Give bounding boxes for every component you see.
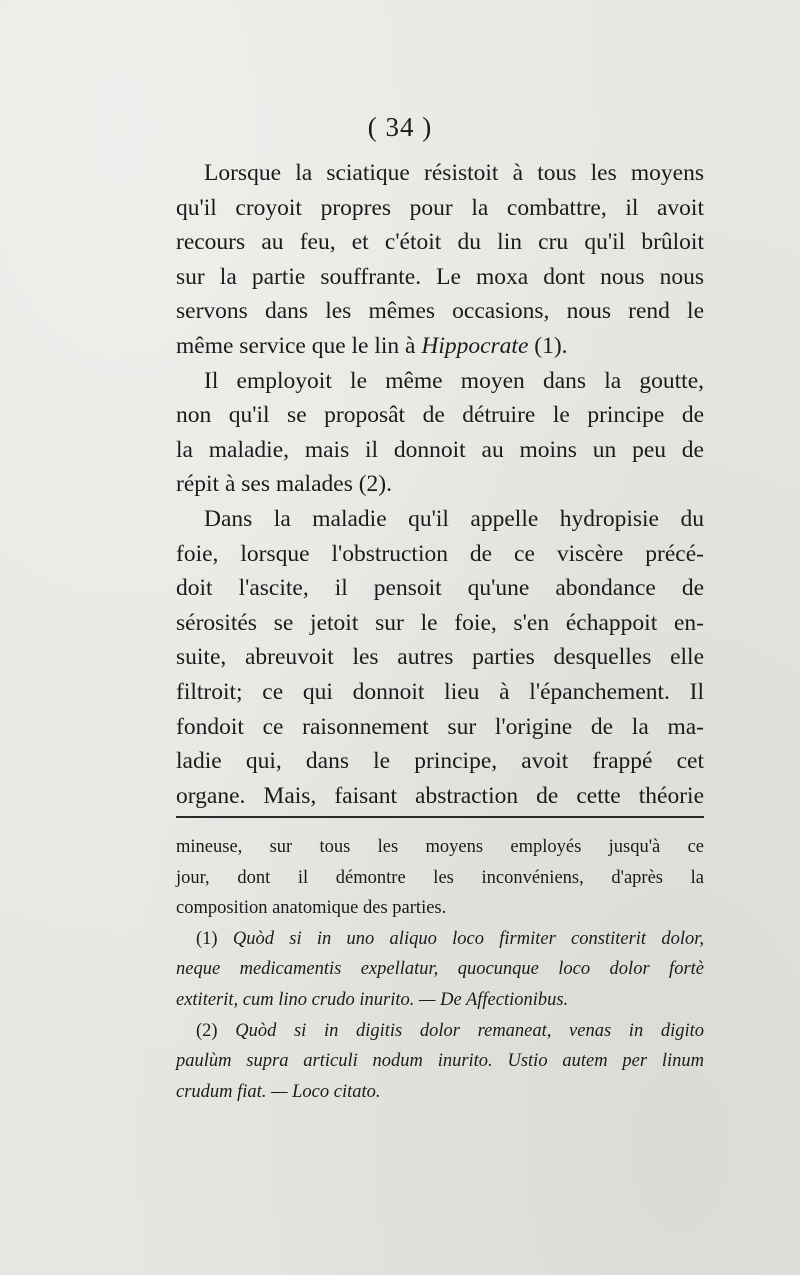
footnote-1-marker: (1) — [196, 928, 218, 949]
footnote-1-text: Quòd si in uno aliquo loco firmiter constiterit dolor, — [232, 928, 705, 949]
footnote-2-line: crudum fiat. — Loco citato. — [176, 1081, 381, 1102]
footnote-1-line — [176, 924, 704, 955]
text-line: fondoit ce raisonnement sur l'origine de la ma- — [176, 713, 704, 740]
text-line: la maladie, mais il donnoit au moins un peu de — [176, 436, 704, 463]
text-line: Lorsque la sciatique résistoit à tous les moyens — [204, 160, 704, 186]
text-line: servons dans les mêmes occasions, nous rend le — [176, 298, 704, 325]
footnote-1-line: extiterit, cum lino crudo inurito. — De Affectionibus. — [176, 989, 569, 1010]
footnote-reference: (1). — [528, 332, 568, 359]
text-line: sur la partie souffrante. Le moxa dont nous nous — [176, 263, 704, 290]
footnote-2-text: Quòd si in digitis dolor remaneat, venas in digito — [235, 1020, 704, 1041]
text-line: recours au feu, et c'étoit du lin cru qu'il brûloit — [176, 229, 704, 256]
text-line: foie, lorsque l'obstruction de ce viscère précé- — [176, 540, 704, 567]
text-line: Dans la maladie qu'il appelle hydropisie du — [204, 505, 704, 532]
text-line: sérosités se jetoit sur le foie, s'en échappoit en- — [176, 609, 704, 636]
footnote-1-line: neque medicamentis expellatur, quocunque loco dolor fortè — [176, 959, 704, 980]
footnote-separator — [176, 816, 704, 818]
main-text — [176, 156, 704, 813]
text-line: non qu'il se proposât de détruire le principe de — [176, 402, 704, 429]
text-line: suite, abreuvoit les autres parties desquelles elle — [176, 644, 704, 671]
text-line: ladie qui, dans le principe, avoit frappé cet — [176, 748, 704, 775]
author-name: Hippocrate — [421, 332, 529, 359]
text-line: filtroit; ce qui donnoit lieu à l'épanchement. Il — [176, 678, 704, 705]
text-line: organe. Mais, faisant abstraction de cette théorie — [176, 782, 704, 809]
page-number: ( 34 ) — [367, 112, 433, 142]
footnote-2-line — [176, 1016, 704, 1047]
text-segment: même service que le lin à — [176, 332, 422, 359]
footnote-2-line: paulùm supra articuli nodum inurito. Ustio autem per linum — [176, 1051, 704, 1072]
text-line: Il employoit le même moyen dans la goutte, — [204, 367, 704, 394]
text-line — [176, 329, 704, 364]
text-line: doit l'ascite, il pensoit qu'une abondance de — [176, 575, 704, 602]
footnotes — [176, 832, 704, 1107]
footnote-line: jour, dont il démontre les inconvéniens, d'après la — [176, 867, 704, 888]
text-line: répit à ses malades (2). — [176, 471, 392, 498]
footnote-line: composition anatomique des parties. — [176, 898, 447, 919]
text-line: qu'il croyoit propres pour la combattre, il avoit — [176, 194, 704, 221]
footnote-2-marker: (2) — [196, 1020, 218, 1041]
footnote-line: mineuse, sur tous les moyens employés jusqu'à ce — [176, 837, 704, 857]
